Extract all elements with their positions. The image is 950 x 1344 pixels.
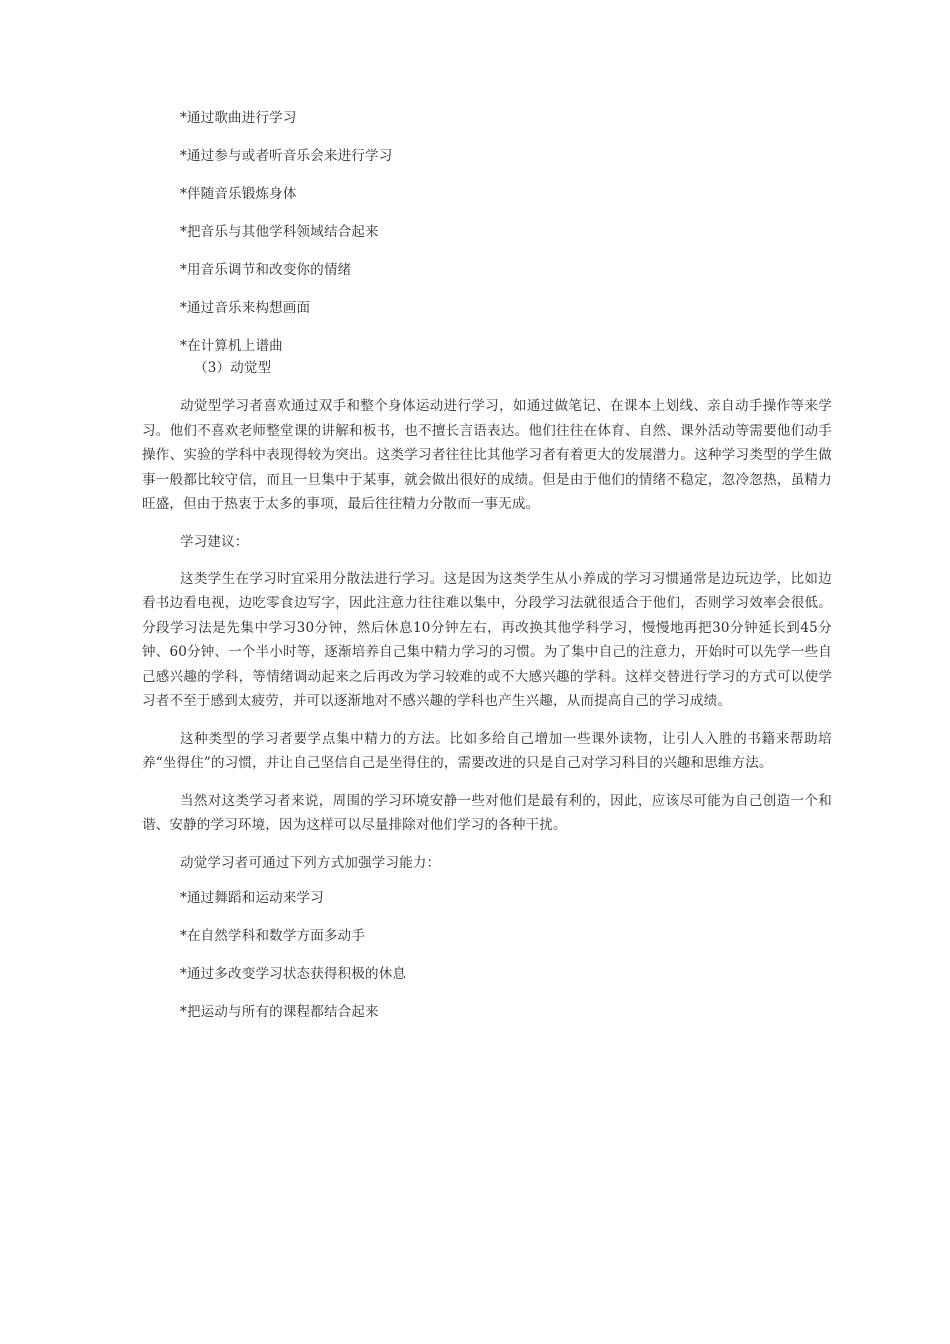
advice-paragraph-2: 这种类型的学习者要学点集中精力的方法。比如多给自己增加一些课外读物，让引人入胜的书籍来帮助培养“坐得住”的习惯，并让自己坚信自己是坐得住的，需要改进的只是自己对学习科目的兴趣和思维方法。 — [142, 730, 832, 771]
kinesthetic-bullet-1: *通过舞蹈和运动来学习 — [180, 889, 324, 906]
music-bullet-7: *在计算机上谱曲 — [180, 338, 283, 354]
music-bullet-3: *伴随音乐锻炼身体 — [180, 186, 297, 202]
music-bullet-6: *通过音乐来构想画面 — [180, 300, 311, 316]
kinesthetic-bullet-2: *在自然学科和数学方面多动手 — [180, 927, 366, 944]
music-bullet-1: *通过歌曲进行学习 — [180, 110, 297, 126]
music-bullet-5: *用音乐调节和改变你的情绪 — [180, 262, 352, 278]
kinesthetic-bullet-3: *通过多改变学习状态获得积极的休息 — [180, 965, 407, 982]
kinesthetic-bullet-4: *把运动与所有的课程都结合起来 — [180, 1003, 379, 1020]
music-bullet-2: *通过参与或者听音乐会来进行学习 — [180, 148, 393, 164]
methods-label: 动觉学习者可通过下列方式加强学习能力： — [180, 854, 441, 871]
intro-paragraph: 动觉型学习者喜欢通过双手和整个身体运动进行学习，如通过做笔记、在课本上划线、亲自动手操作等来学习。他们不喜欢老师整堂课的讲解和板书，也不擅长言语表达。他们往往在体育、自然、课外活动等需要他们动手操作、实验的学科中表现得较为突出。这类学习者往往比其他学习者有着更大的发展潜力。这种学习类型的学生做事一般都比较守信，而且一旦集中于某事，就会做出很好的成绩。但是由于他们的情绪不稳定，忽冷忽热，虽精力旺盛，但由于热衷于太多的事项，最后往往精力分散而一事无成。 — [142, 398, 832, 512]
advice-label: 学习建议： — [180, 533, 249, 550]
music-bullet-4: *把音乐与其他学科领域结合起来 — [180, 224, 379, 240]
advice-paragraph-1: 这类学生在学习时宜采用分散法进行学习。这是因为这类学生从小养成的学习习惯通常是边玩边学，比如边看书边看电视，边吃零食边写字，因此注意力往往难以集中，分段学习法就很适合于他们，否则学习效率会很低。分段学习法是先集中学习30分钟，然后休息10分钟左右，再改换其他学科学习，慢慢地再把30分钟延长到45分钟、60分钟、一个半小时等，逐渐培养自己集中精力学习的习惯。为了集中自己的注意力，开始时可以先学一些自己感兴趣的学科，等情绪调动起来之后再改为学习较难的或不大感兴趣的学科。这样交替进行学习的方式可以使学习者不至于感到太疲劳，并可以逐渐地对不感兴趣的学科也产生兴趣，从而提高自己的学习成绩。 — [142, 570, 832, 709]
section-heading-kinesthetic: （3）动觉型 — [194, 360, 272, 376]
advice-paragraph-3: 当然对这类学习者来说，周围的学习环境安静一些对他们是最有利的，因此，应该尽可能为自己创造一个和谐、安静的学习环境，因为这样可以尽量排除对他们学习的各种干扰。 — [142, 792, 832, 833]
document-content — [142, 108, 832, 1040]
